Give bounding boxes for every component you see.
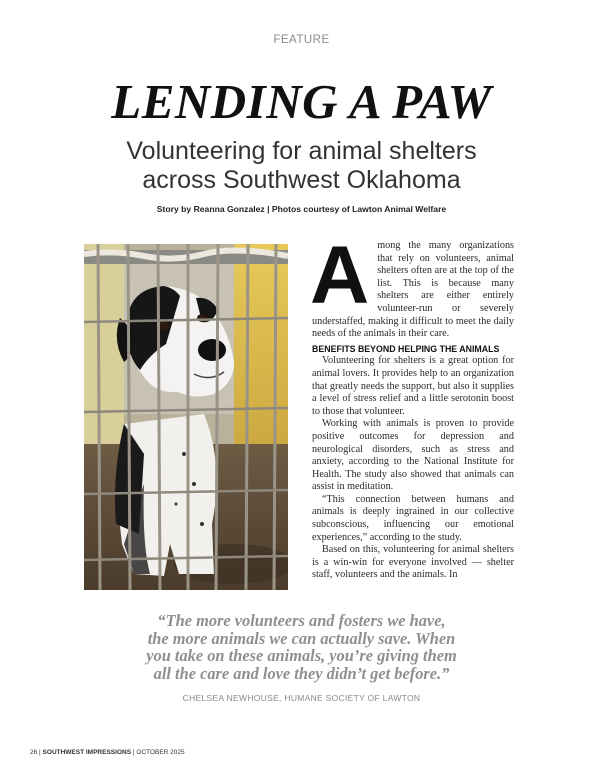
subheadline — [0, 137, 603, 195]
body-paragraph: Based on this, volunteering for animal shelters is a win-win for everyone involved — shelter staff, volunteers and the animals. In — [312, 544, 514, 581]
quote-attribution: CHELSEA NEWHOUSE, HUMANE SOCIETY OF LAWTON — [182, 693, 421, 703]
body-paragraph: Volunteering for shelters is a great option for animal lovers. It provides help to an organization that greatly needs the support, but also it supplies a level of stress relief and a little serotonin boost to those that volunteer. — [312, 355, 514, 417]
page-number: 26 — [30, 749, 38, 756]
section-label: FEATURE — [273, 34, 330, 46]
body-paragraph: Working with animals is proven to provide positive outcomes for depression and neurological disorders, such as stress and anxiety, according to the National Institute for Health. The study also showed that animals can assist in meditation. — [312, 418, 514, 493]
pull-quote-line: the more animals we can actually save. When — [147, 628, 456, 648]
issue-date: OCTOBER 2025 — [136, 749, 185, 756]
article-body — [310, 230, 514, 582]
subhead-line: Volunteering for animal shelters — [126, 137, 477, 165]
intro-paragraph: mong the many organizations that rely on volunteers, animal shelters often are at the top of the list. This is because many shelters are either entirely volunteer-run or severely understaffed, making it difficult to meet the daily needs of the animals in their care. — [312, 240, 514, 340]
pull-quote-line: “The more volunteers and fosters we have, — [157, 611, 446, 630]
pull-quote-line: all the care and love they didn’t get before.” — [153, 663, 450, 683]
dog-behind-kennel-bars-icon — [84, 244, 288, 590]
subhead-line: across Southwest Oklahoma — [142, 166, 461, 194]
byline: Story by Reanna Gonzalez | Photos courtesy of Lawton Animal Welfare — [156, 204, 447, 214]
publication-name: SOUTHWEST IMPRESSIONS — [42, 749, 132, 756]
drop-cap: A — [310, 230, 370, 321]
body-paragraph: “This connection between humans and animals is deeply ingrained in our collective subconscious, influencing our emotional experiences,” according to the study. — [312, 493, 514, 543]
section-subheading: BENEFITS BEYOND HELPING THE ANIMALS — [312, 343, 500, 354]
page-footer: 26 | SOUTHWEST IMPRESSIONS | OCTOBER 2025 — [30, 749, 185, 756]
pull-quote — [0, 612, 603, 682]
headline: LENDING A PAW — [111, 74, 492, 129]
dog-kennel-photo — [84, 244, 288, 590]
pull-quote-line: you take on these animals, you’re giving them — [146, 646, 457, 665]
